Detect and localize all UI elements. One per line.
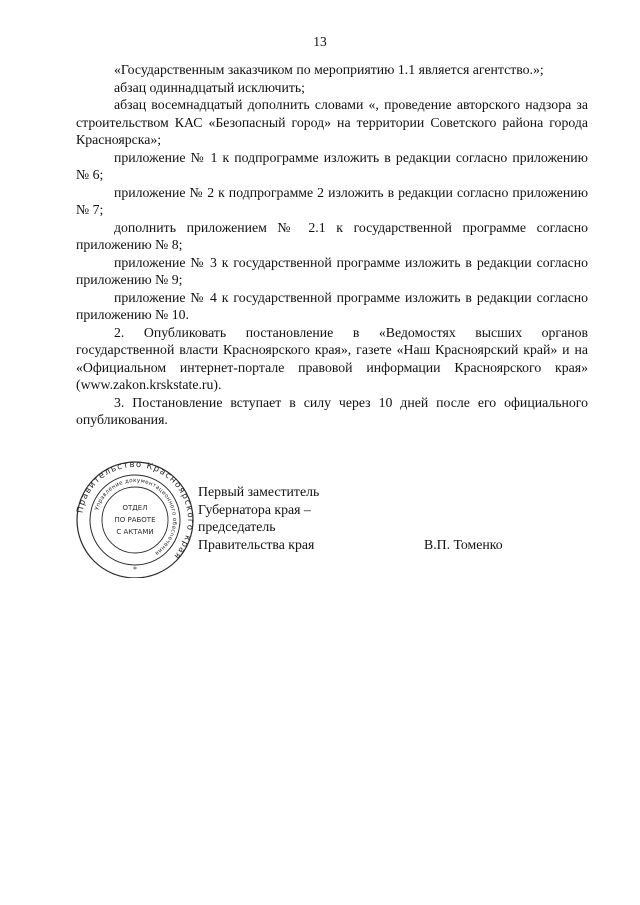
seal-center-line-3: С АКТАМИ (116, 528, 154, 536)
signer-position-line-4: Правительства края (198, 536, 315, 552)
signer-position-line-3: председатель (198, 519, 276, 534)
paragraph-1: «Государственным заказчиком по мероприятию 1.1 является агентство.»; (114, 62, 544, 77)
page-number: 13 (313, 34, 327, 49)
paragraph-9: 2. Опубликовать постановление в «Ведомостях высших органов государственной власти Красноярского края», газете «Наш Красноярский край» и на «Официальном интернет-портале правовой информации Красноярского края» (www.zakon.krskstate.ru). (76, 324, 588, 392)
document-body (76, 61, 588, 429)
paragraph-3: абзац восемнадцатый дополнить словами «, проведение авторского надзора за строительством КАС «Безопасный город» на территории Советского района города Красноярска»; (76, 97, 588, 147)
seal-outer-text: Правительство Красноярского края (75, 459, 196, 562)
paragraph-6: дополнить приложением № 2.1 к государственной программе согласно приложению № 8; (76, 219, 588, 252)
official-seal (70, 458, 200, 578)
seal-star-icon: * (133, 565, 137, 574)
paragraph-7: приложение № 3 к государственной программе изложить в редакции согласно приложению № 9; (76, 254, 588, 287)
seal-ring-text: Управление документационного обеспечения (94, 477, 178, 556)
signer-name: В.П. Томенко (424, 537, 503, 552)
signer-position (198, 483, 319, 553)
paragraph-8: приложение № 4 к государственной программе изложить в редакции согласно приложению № 10. (76, 289, 588, 322)
signer-position-line-1: Первый заместитель (198, 484, 320, 499)
signer-position-line-2: Губернатора края – (198, 501, 311, 517)
paragraph-5: приложение № 2 к подпрограмме 2 изложить в редакции согласно приложению № 7; (76, 184, 588, 217)
seal-center-line-1: ОТДЕЛ (122, 504, 148, 512)
paragraph-2: абзац одиннадцатый исключить; (114, 79, 306, 95)
paragraph-10: 3. Постановление вступает в силу через 10 дней после его официального опубликования. (76, 394, 588, 427)
seal-center-line-2: ПО РАБОТЕ (114, 516, 156, 524)
paragraph-4: приложение № 1 к подпрограмме изложить в редакции согласно приложению № 6; (76, 149, 588, 182)
